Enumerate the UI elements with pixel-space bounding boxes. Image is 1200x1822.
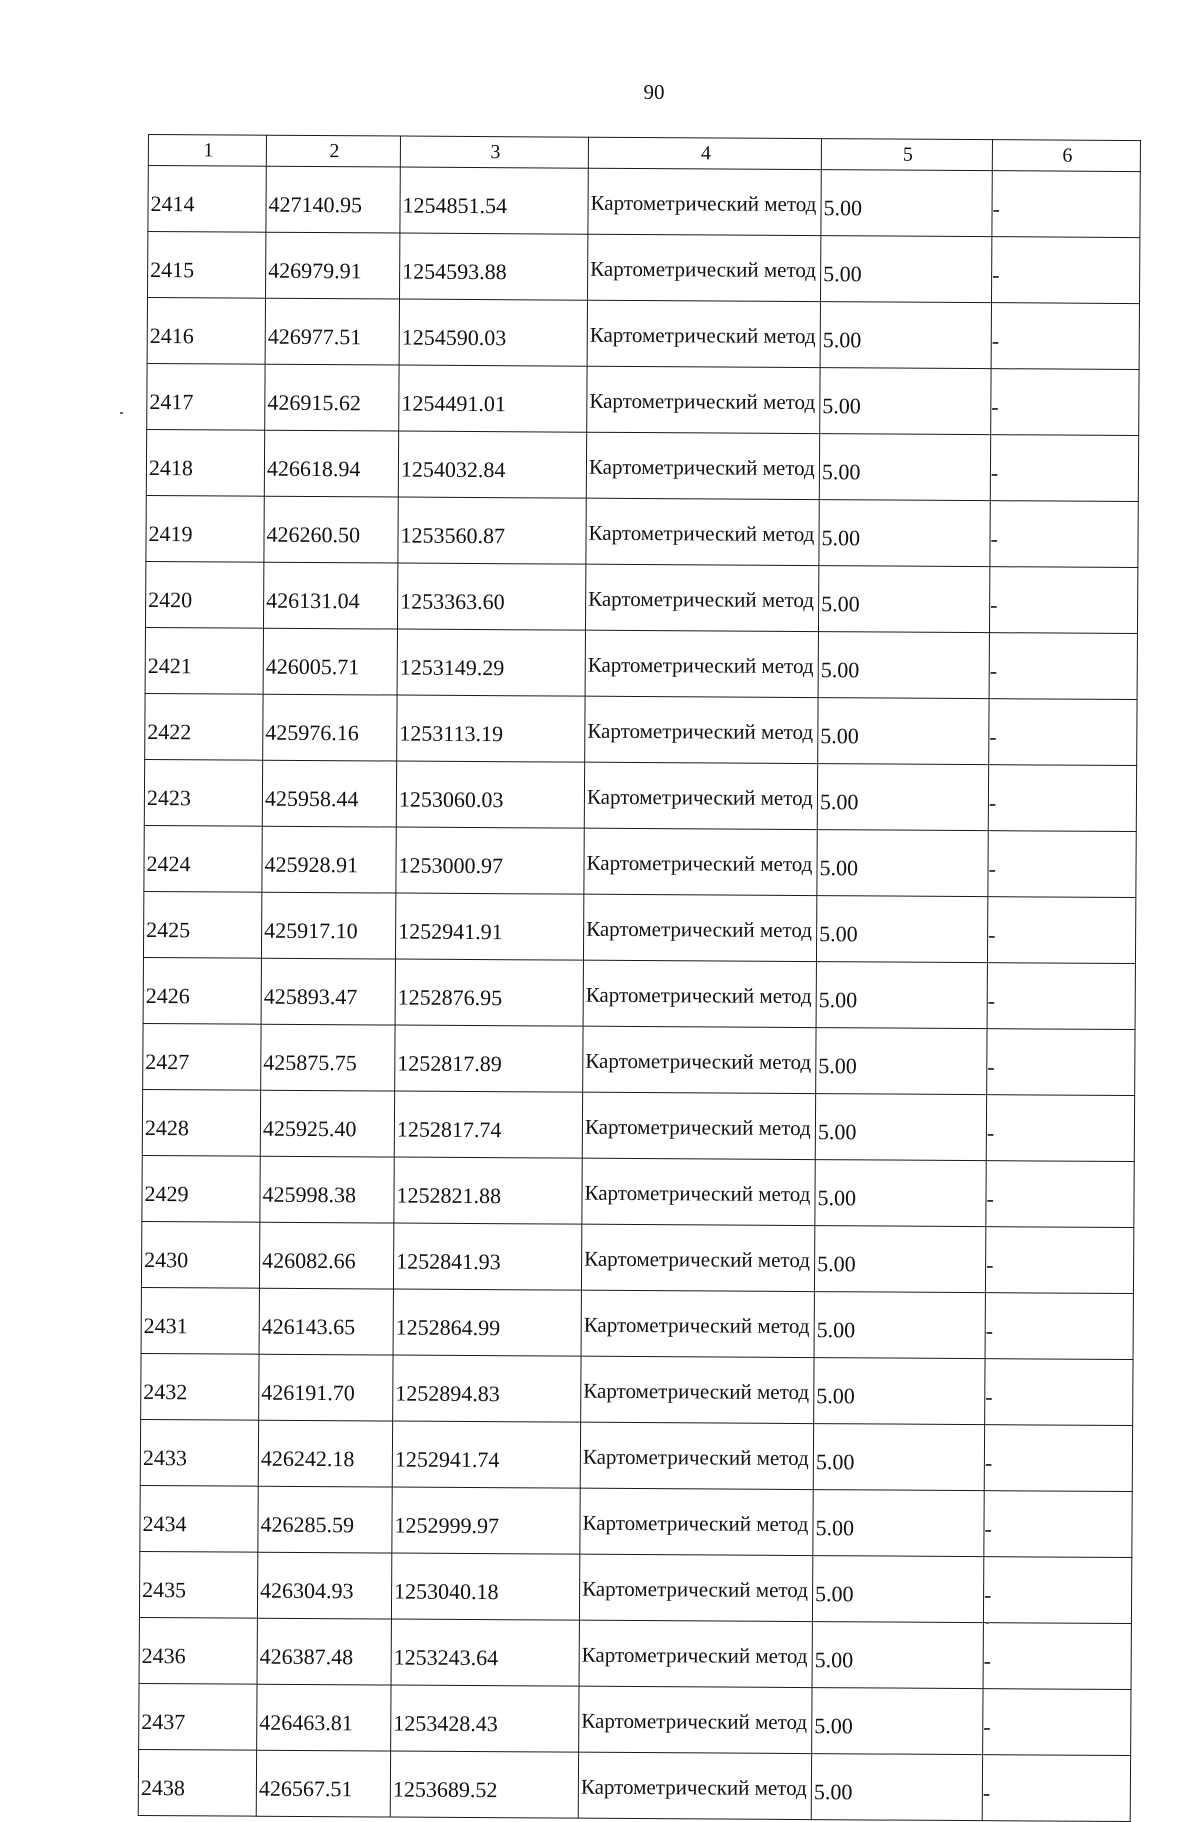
table-row bbox=[141, 1287, 1133, 1359]
y-coordinate-cell: 1252999.97 bbox=[392, 1487, 580, 1554]
table-row bbox=[138, 1749, 1130, 1821]
x-coordinate-cell: 426131.04 bbox=[263, 562, 397, 629]
y-coordinate-cell: 1254491.01 bbox=[399, 365, 587, 432]
note-cell: - bbox=[986, 1161, 1134, 1228]
note-cell: - bbox=[989, 567, 1137, 634]
method-cell: Картометрический метод bbox=[587, 366, 820, 433]
table-row bbox=[147, 298, 1139, 370]
y-coordinate-cell: 1253689.52 bbox=[390, 1751, 578, 1818]
y-coordinate-cell: 1252864.99 bbox=[393, 1289, 581, 1356]
column-header: 1 bbox=[148, 135, 266, 167]
note-cell: - bbox=[989, 699, 1137, 766]
method-cell: Картометрический метод bbox=[584, 762, 817, 829]
point-number-cell: 2431 bbox=[141, 1287, 259, 1354]
y-coordinate-cell: 1253000.97 bbox=[396, 827, 584, 894]
x-coordinate-cell: 426304.93 bbox=[257, 1552, 391, 1619]
column-header: 4 bbox=[588, 137, 821, 169]
point-number-cell: 2421 bbox=[145, 627, 263, 694]
note-cell: - bbox=[987, 897, 1135, 964]
note-cell: - bbox=[983, 1623, 1131, 1690]
method-cell: Картометрический метод bbox=[579, 1686, 812, 1753]
table-row bbox=[143, 1023, 1135, 1095]
accuracy-cell: 5.00 bbox=[819, 434, 990, 501]
point-number-cell: 2430 bbox=[141, 1221, 259, 1288]
y-coordinate-cell: 1254032.84 bbox=[398, 431, 586, 498]
note-cell: - bbox=[988, 831, 1136, 898]
accuracy-cell: 5.00 bbox=[820, 368, 991, 435]
method-cell: Картометрический метод bbox=[579, 1620, 812, 1687]
method-cell: Картометрический метод bbox=[580, 1422, 813, 1489]
point-number-cell: 2435 bbox=[139, 1551, 257, 1618]
point-number-cell: 2427 bbox=[143, 1023, 261, 1090]
y-coordinate-cell: 1252841.93 bbox=[393, 1223, 581, 1290]
method-cell: Картометрический метод bbox=[578, 1752, 811, 1819]
x-coordinate-cell: 425917.10 bbox=[261, 892, 395, 959]
table-row bbox=[145, 561, 1137, 633]
table-row bbox=[139, 1617, 1131, 1689]
method-cell: Картометрический метод bbox=[579, 1554, 812, 1621]
x-coordinate-cell: 426260.50 bbox=[264, 496, 398, 563]
method-cell: Картометрический метод bbox=[585, 564, 818, 631]
point-number-cell: 2423 bbox=[144, 759, 262, 826]
table-row bbox=[148, 232, 1140, 304]
y-coordinate-cell: 1253040.18 bbox=[391, 1553, 579, 1620]
accuracy-cell: 5.00 bbox=[821, 170, 992, 237]
column-header: 2 bbox=[266, 135, 400, 167]
table-row bbox=[145, 627, 1137, 699]
table-row bbox=[142, 1089, 1134, 1161]
accuracy-cell: 5.00 bbox=[811, 1754, 982, 1821]
point-number-cell: 2433 bbox=[140, 1419, 258, 1486]
x-coordinate-cell: 426618.94 bbox=[264, 430, 398, 497]
point-number-cell: 2420 bbox=[145, 561, 263, 628]
note-cell: - bbox=[988, 765, 1136, 832]
x-coordinate-cell: 426979.91 bbox=[265, 232, 399, 299]
point-number-cell: 2437 bbox=[139, 1683, 257, 1750]
note-cell: - bbox=[990, 435, 1138, 502]
scan-speck bbox=[986, 1622, 989, 1624]
accuracy-cell: 5.00 bbox=[820, 236, 991, 303]
method-cell: Картометрический метод bbox=[583, 1026, 816, 1093]
x-coordinate-cell: 426977.51 bbox=[265, 298, 399, 365]
point-number-cell: 2438 bbox=[138, 1749, 256, 1816]
method-cell: Картометрический метод bbox=[581, 1290, 814, 1357]
point-number-cell: 2425 bbox=[143, 891, 261, 958]
y-coordinate-cell: 1254851.54 bbox=[400, 167, 588, 234]
table-row bbox=[143, 957, 1135, 1029]
y-coordinate-cell: 1253363.60 bbox=[397, 563, 585, 630]
point-number-cell: 2432 bbox=[141, 1353, 259, 1420]
table-body bbox=[138, 166, 1140, 1822]
point-number-cell: 2419 bbox=[146, 495, 264, 562]
y-coordinate-cell: 1254590.03 bbox=[399, 299, 587, 366]
accuracy-cell: 5.00 bbox=[816, 962, 987, 1029]
table-row bbox=[144, 825, 1136, 897]
note-cell: - bbox=[985, 1359, 1133, 1426]
method-cell: Картометрический метод bbox=[584, 828, 817, 895]
method-cell: Картометрический метод bbox=[585, 630, 818, 697]
note-cell: - bbox=[984, 1425, 1132, 1492]
column-header: 5 bbox=[821, 139, 992, 171]
accuracy-cell: 5.00 bbox=[818, 566, 989, 633]
table-row bbox=[146, 495, 1138, 567]
method-cell: Картометрический метод bbox=[582, 1092, 815, 1159]
note-cell: - bbox=[989, 633, 1137, 700]
x-coordinate-cell: 426567.51 bbox=[256, 1750, 390, 1817]
x-coordinate-cell: 426387.48 bbox=[257, 1618, 391, 1685]
accuracy-cell: 5.00 bbox=[818, 698, 989, 765]
note-cell: - bbox=[982, 1755, 1130, 1822]
table-row bbox=[145, 693, 1137, 765]
scan-speck bbox=[120, 412, 123, 414]
point-number-cell: 2429 bbox=[142, 1155, 260, 1222]
point-number-cell: 2418 bbox=[146, 429, 264, 496]
note-cell: - bbox=[987, 963, 1135, 1030]
table-row bbox=[143, 891, 1135, 963]
accuracy-cell: 5.00 bbox=[813, 1424, 984, 1491]
y-coordinate-cell: 1253149.29 bbox=[397, 629, 585, 696]
y-coordinate-cell: 1252941.91 bbox=[395, 893, 583, 960]
note-cell: - bbox=[985, 1227, 1133, 1294]
table-row bbox=[141, 1353, 1133, 1425]
method-cell: Картометрический метод bbox=[587, 234, 820, 301]
note-cell: - bbox=[986, 1095, 1134, 1162]
accuracy-cell: 5.00 bbox=[814, 1226, 985, 1293]
x-coordinate-cell: 425875.75 bbox=[261, 1024, 395, 1091]
accuracy-cell: 5.00 bbox=[814, 1292, 985, 1359]
method-cell: Картометрический метод bbox=[586, 498, 819, 565]
method-cell: Картометрический метод bbox=[586, 432, 819, 499]
note-cell: - bbox=[991, 303, 1139, 370]
method-cell: Картометрический метод bbox=[588, 168, 821, 235]
method-cell: Картометрический метод bbox=[583, 894, 816, 961]
y-coordinate-cell: 1252876.95 bbox=[395, 959, 583, 1026]
table-row bbox=[140, 1419, 1132, 1491]
y-coordinate-cell: 1252821.88 bbox=[394, 1157, 582, 1224]
note-cell: - bbox=[985, 1293, 1133, 1360]
table-row bbox=[139, 1551, 1131, 1623]
point-number-cell: 2436 bbox=[139, 1617, 257, 1684]
x-coordinate-cell: 426463.81 bbox=[257, 1684, 391, 1751]
x-coordinate-cell: 425998.38 bbox=[260, 1156, 394, 1223]
point-number-cell: 2415 bbox=[148, 232, 266, 299]
method-cell: Картометрический метод bbox=[587, 300, 820, 367]
accuracy-cell: 5.00 bbox=[818, 632, 989, 699]
point-number-cell: 2414 bbox=[148, 166, 266, 233]
note-cell: - bbox=[990, 501, 1138, 568]
x-coordinate-cell: 426191.70 bbox=[259, 1354, 393, 1421]
page-number: 90 bbox=[643, 80, 665, 104]
note-cell: - bbox=[991, 237, 1139, 304]
method-cell: Картометрический метод bbox=[583, 960, 816, 1027]
point-number-cell: 2428 bbox=[142, 1089, 260, 1156]
table-row bbox=[146, 429, 1138, 501]
note-cell: - bbox=[983, 1557, 1131, 1624]
column-header: 6 bbox=[992, 140, 1140, 172]
x-coordinate-cell: 427140.95 bbox=[266, 166, 400, 233]
x-coordinate-cell: 425928.91 bbox=[262, 826, 396, 893]
accuracy-cell: 5.00 bbox=[814, 1358, 985, 1425]
column-header: 3 bbox=[400, 136, 588, 168]
point-number-cell: 2416 bbox=[147, 298, 265, 365]
point-number-cell: 2426 bbox=[143, 957, 261, 1024]
table-row bbox=[148, 166, 1140, 238]
table-row bbox=[142, 1155, 1134, 1227]
method-cell: Картометрический метод bbox=[581, 1356, 814, 1423]
accuracy-cell: 5.00 bbox=[817, 830, 988, 897]
accuracy-cell: 5.00 bbox=[813, 1490, 984, 1557]
point-number-cell: 2434 bbox=[140, 1485, 258, 1552]
accuracy-cell: 5.00 bbox=[812, 1688, 983, 1755]
accuracy-cell: 5.00 bbox=[816, 896, 987, 963]
accuracy-cell: 5.00 bbox=[815, 1094, 986, 1161]
table-row bbox=[140, 1485, 1132, 1557]
x-coordinate-cell: 425893.47 bbox=[261, 958, 395, 1025]
point-number-cell: 2422 bbox=[145, 693, 263, 760]
table-row bbox=[141, 1221, 1133, 1293]
table-row bbox=[147, 363, 1139, 435]
x-coordinate-cell: 426915.62 bbox=[265, 364, 399, 431]
accuracy-cell: 5.00 bbox=[812, 1622, 983, 1689]
note-cell: - bbox=[984, 1491, 1132, 1558]
x-coordinate-cell: 425958.44 bbox=[262, 760, 396, 827]
method-cell: Картометрический метод bbox=[582, 1158, 815, 1225]
x-coordinate-cell: 426005.71 bbox=[263, 628, 397, 695]
x-coordinate-cell: 426285.59 bbox=[258, 1486, 392, 1553]
y-coordinate-cell: 1253243.64 bbox=[391, 1619, 579, 1686]
y-coordinate-cell: 1253428.43 bbox=[391, 1685, 579, 1752]
x-coordinate-cell: 426082.66 bbox=[259, 1222, 393, 1289]
accuracy-cell: 5.00 bbox=[819, 500, 990, 567]
point-number-cell: 2417 bbox=[147, 363, 265, 430]
accuracy-cell: 5.00 bbox=[816, 1028, 987, 1095]
x-coordinate-cell: 425976.16 bbox=[263, 694, 397, 761]
accuracy-cell: 5.00 bbox=[812, 1556, 983, 1623]
x-coordinate-cell: 425925.40 bbox=[260, 1090, 394, 1157]
method-cell: Картометрический метод bbox=[585, 696, 818, 763]
x-coordinate-cell: 426143.65 bbox=[259, 1288, 393, 1355]
y-coordinate-cell: 1254593.88 bbox=[399, 233, 587, 300]
method-cell: Картометрический метод bbox=[581, 1224, 814, 1291]
y-coordinate-cell: 1252941.74 bbox=[392, 1421, 580, 1488]
y-coordinate-cell: 1253060.03 bbox=[396, 761, 584, 828]
y-coordinate-cell: 1253113.19 bbox=[397, 695, 585, 762]
method-cell: Картометрический метод bbox=[580, 1488, 813, 1555]
coordinates-table bbox=[138, 134, 1141, 1822]
y-coordinate-cell: 1252817.74 bbox=[394, 1091, 582, 1158]
note-cell: - bbox=[992, 171, 1140, 238]
y-coordinate-cell: 1252817.89 bbox=[395, 1025, 583, 1092]
note-cell: - bbox=[983, 1689, 1131, 1756]
table-row bbox=[139, 1683, 1131, 1755]
note-cell: - bbox=[991, 369, 1139, 436]
note-cell: - bbox=[987, 1029, 1135, 1096]
accuracy-cell: 5.00 bbox=[815, 1160, 986, 1227]
accuracy-cell: 5.00 bbox=[817, 764, 988, 831]
y-coordinate-cell: 1253560.87 bbox=[398, 497, 586, 564]
x-coordinate-cell: 426242.18 bbox=[258, 1420, 392, 1487]
y-coordinate-cell: 1252894.83 bbox=[393, 1355, 581, 1422]
accuracy-cell: 5.00 bbox=[820, 302, 991, 369]
table-row bbox=[144, 759, 1136, 831]
point-number-cell: 2424 bbox=[144, 825, 262, 892]
